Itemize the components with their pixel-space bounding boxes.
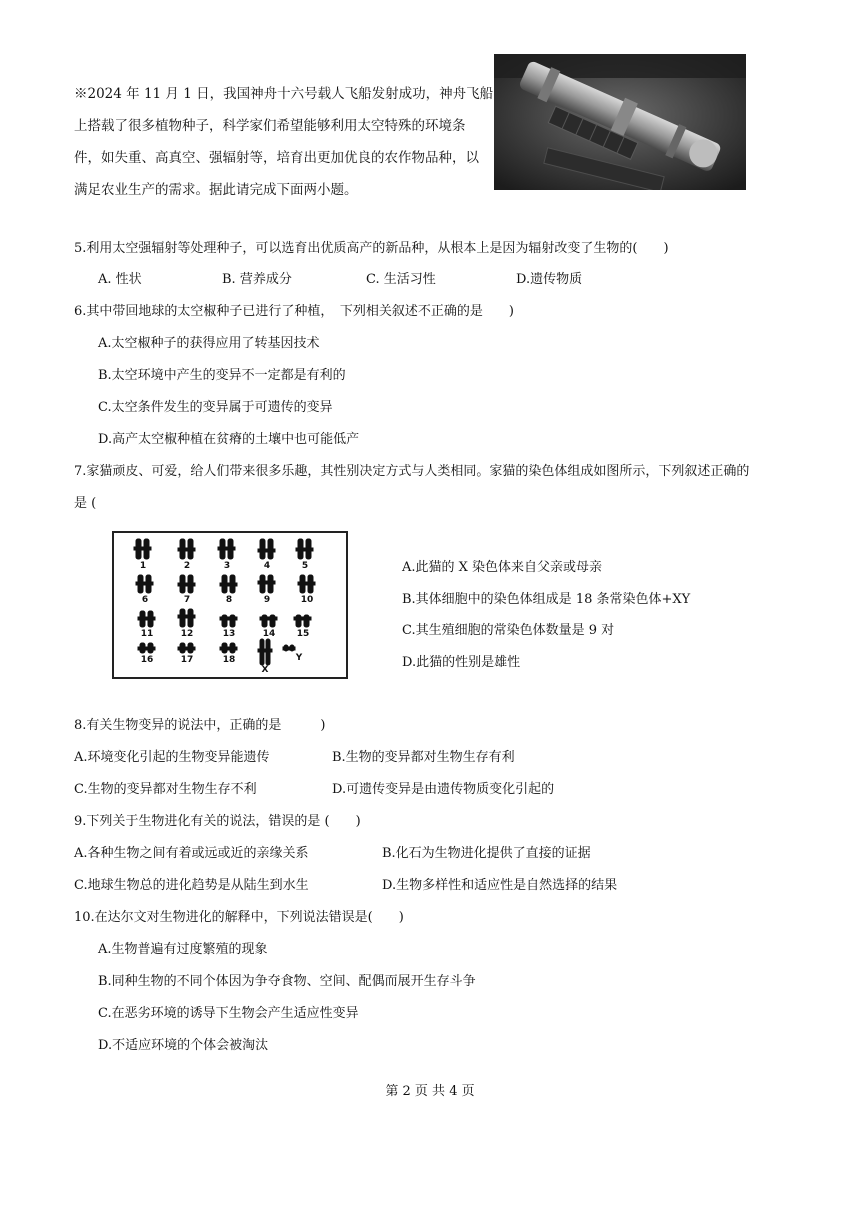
q7-stem-line2: 是 (: [74, 496, 97, 511]
chromosome-label: 6: [141, 595, 149, 605]
chromosome-label-x: X: [261, 665, 269, 675]
intro-paragraph: [74, 78, 494, 206]
q6-option-b: B.太空环境中产生的变异不一定都是有利的: [98, 368, 346, 383]
q6-option-c: C.太空条件发生的变异属于可遗传的变异: [98, 400, 333, 415]
chromosome-label: 13: [222, 629, 236, 639]
q9-option-a: A.各种生物之间有着或远或近的亲缘关系: [74, 846, 309, 861]
q8-option-c: C.生物的变异都对生物生存不利: [74, 782, 257, 797]
q8-option-d: D.可遗传变异是由遗传物质变化引起的: [332, 782, 555, 797]
q9-stem: 9.下列关于生物进化有关的说法，错误的是 ( ): [74, 814, 361, 829]
chromosome-label: 4: [263, 561, 271, 571]
chromosome-label: 12: [180, 629, 194, 639]
spacecraft-photo: [494, 54, 746, 190]
q7-option-a: A.此猫的 X 染色体来自父亲或母亲: [402, 560, 603, 575]
q7-option-c: C.其生殖细胞的常染色体数量是 9 对: [402, 623, 615, 638]
q8-option-a: A.环境变化引起的生物变异能遗传: [74, 750, 270, 765]
chromosome-label: 18: [222, 655, 236, 665]
chromosome-label: 1: [139, 561, 147, 571]
chromosome-label: 7: [183, 595, 191, 605]
chromosome-label: 10: [300, 595, 314, 605]
chromosome-label: 17: [180, 655, 194, 665]
q7-stem-line1: 7.家猫顽皮、可爱，给人们带来很多乐趣，其性别决定方式与人类相同。家猫的染色体组成如图所示，下列叙述正确的: [74, 464, 750, 479]
intro-line: ※2024 年 11 月 1 日，我国神舟十六号载人飞船发射成功，神舟飞船: [74, 86, 494, 102]
chromosome-label: 5: [301, 561, 309, 571]
q9-option-b: B.化石为生物进化提供了直接的证据: [382, 846, 591, 861]
chromosome-label: 11: [140, 629, 154, 639]
q6-stem: 6.其中带回地球的太空椒种子已进行了种植， 下列相关叙述不正确的是 ): [74, 304, 514, 319]
q10-option-b: B.同种生物的不同个体因为争夺食物、空间、配偶而展开生存斗争: [98, 974, 476, 989]
q8-stem: 8.有关生物变异的说法中，正确的是 ): [74, 718, 326, 733]
spacecraft-illustration: [494, 54, 746, 190]
q5-option-b: B. 营养成分: [222, 272, 292, 287]
q7-option-d: D.此猫的性别是雄性: [402, 655, 521, 670]
chromosome-label: 15: [296, 629, 310, 639]
q5-option-d: D.遗传物质: [516, 272, 583, 287]
page-footer: 第 2 页 共 4 页: [385, 1084, 475, 1099]
chromosome-label: 2: [183, 561, 191, 571]
q6-option-a: A.太空椒种子的获得应用了转基因技术: [98, 336, 320, 351]
intro-line: 满足农业生产的需求。据此请完成下面两小题。: [74, 182, 358, 198]
q5-option-c: C. 生活习性: [366, 272, 436, 287]
q6-option-d: D.高产太空椒种植在贫瘠的土壤中也可能低产: [98, 432, 360, 447]
chromosome-label: 3: [223, 561, 231, 571]
chromosome-label: 9: [263, 595, 271, 605]
q5-option-a: A. 性状: [98, 272, 142, 287]
q8-option-b: B.生物的变异都对生物生存有利: [332, 750, 515, 765]
q9-option-c: C.地球生物总的进化趋势是从陆生到水生: [74, 878, 309, 893]
chromosome-label-y: Y: [295, 653, 303, 663]
q10-stem: 10.在达尔文对生物进化的解释中，下列说法错误是( ): [74, 910, 404, 925]
cat-karyotype-figure: [112, 531, 348, 679]
chromosome-label: 14: [262, 629, 276, 639]
q7-option-b: B.其体细胞中的染色体组成是 18 条常染色体+XY: [402, 592, 691, 607]
intro-line: 上搭载了很多植物种子，科学家们希望能够利用太空特殊的环境条: [74, 118, 466, 134]
q10-option-d: D.不适应环境的个体会被淘汰: [98, 1038, 269, 1053]
intro-line: 件，如失重、高真空、强辐射等，培育出更加优良的农作物品种，以: [74, 150, 479, 166]
q10-option-c: C.在恶劣环境的诱导下生物会产生适应性变异: [98, 1006, 359, 1021]
chromosome-label: 16: [140, 655, 154, 665]
chromosome-label: 8: [225, 595, 233, 605]
q10-option-a: A.生物普遍有过度繁殖的现象: [98, 942, 268, 957]
q9-option-d: D.生物多样性和适应性是自然选择的结果: [382, 878, 618, 893]
q5-stem: 5.利用太空强辐射等处理种子，可以选育出优质高产的新品种，从根本上是因为辐射改变了生物的( ): [74, 241, 669, 256]
